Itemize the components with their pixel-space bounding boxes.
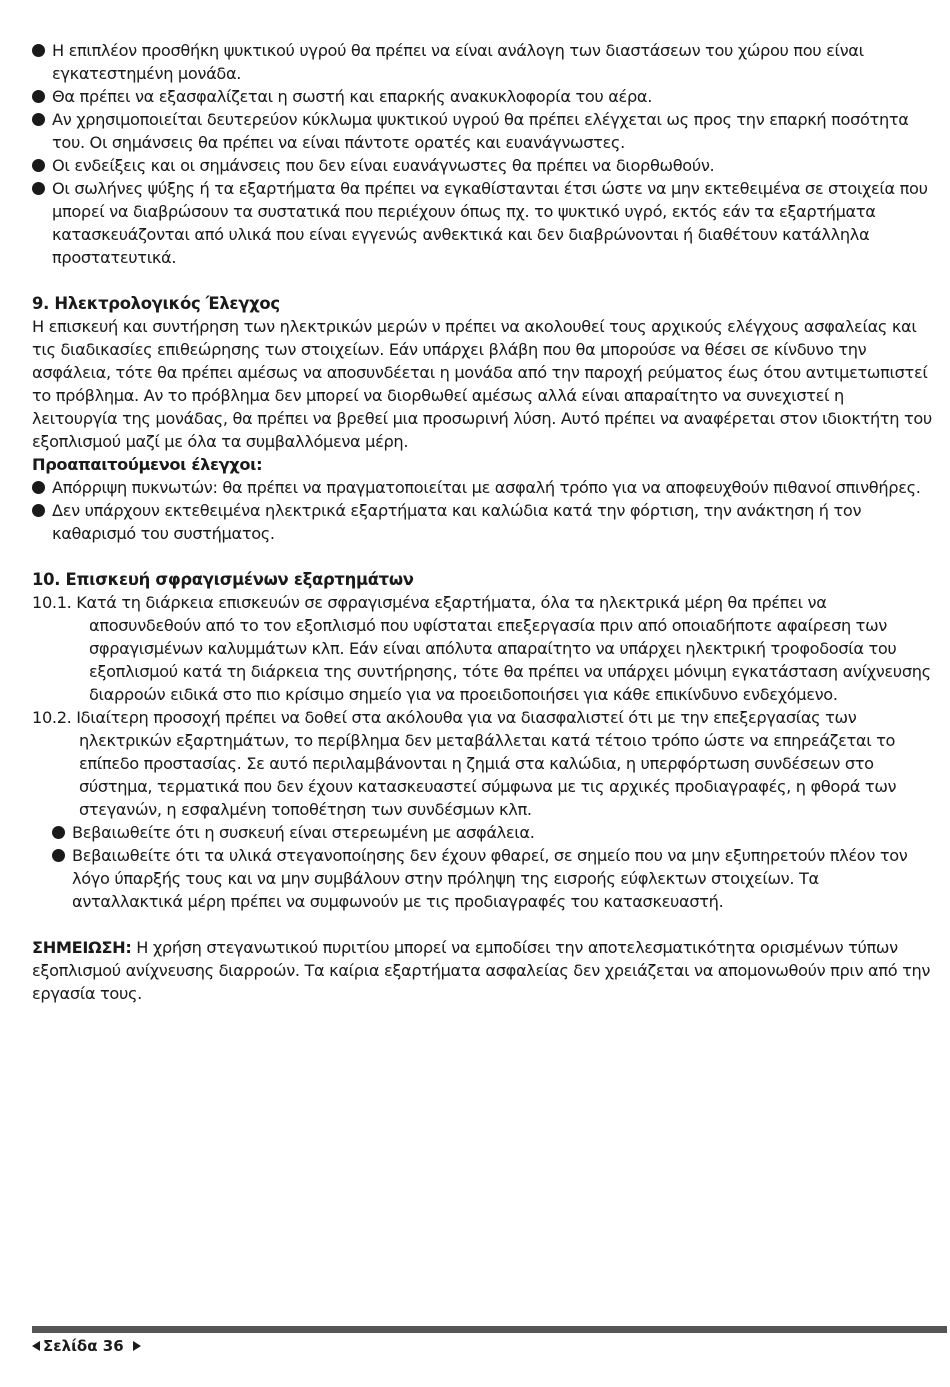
section-10-item-1: 10.1. Κατά τη διάρκεια επισκευών σε σφραγισμένα εξαρτήματα, όλα τα ηλεκτρικά μέρη θα πρέπει να αποσυνδεθούν από το τον εξοπλισμό που υφίσταται επεξεργασία πριν από οποιαδήποτε αφαίρεση των σφραγισμένων καλυμμάτων κλπ. Εάν είναι απόλυτα απαραίτητο να υπάρχει ηλεκτρική τροφοδοσία του εξοπλισμού κατά τη διάρκεια της συντήρησης, τότε θα πρέπει να υπάρχει μόνιμη εγκατάσταση ανίχνευσης διαρροών ειδικά στο πιο κρίσιμο σημείο για να προειδοποιήσει για κάθε επικίνδυνο ενδεχόμενο.	[32, 593, 931, 704]
previous-page-icon[interactable]	[32, 1341, 40, 1351]
page-content	[32, 39, 932, 1005]
note-label: ΣΗΜΕΙΩΣΗ:	[32, 938, 132, 957]
section-10-title: 10. Επισκευή σφραγισμένων εξαρτημάτων	[32, 570, 414, 589]
section-9-title: 9. Ηλεκτρολογικός Έλεγχος	[32, 294, 280, 313]
bullet-icon	[52, 849, 65, 862]
bullet-icon	[32, 90, 45, 103]
list-item: Θα πρέπει να εξασφαλίζεται η σωστή και επαρκής ανακυκλοφορία του αέρα.	[32, 85, 932, 108]
list-item: Βεβαιωθείτε ότι η συσκευή είναι στερεωμένη με ασφάλεια.	[32, 821, 932, 844]
note-text: Η χρήση στεγανωτικού πυριτίου μπορεί να εμποδίσει την αποτελεσματικότητα ορισμένων τύπων εξοπλισμού ανίχνευσης διαρροών. Τα καίρια εξαρτήματα ασφαλείας δεν χρειάζεται να απομονωθούν πριν από την εργασία τους.	[32, 938, 931, 1003]
page-footer	[32, 1337, 141, 1355]
footer-divider	[32, 1326, 947, 1333]
list-item: Οι σωλήνες ψύξης ή τα εξαρτήματα θα πρέπει να εγκαθίστανται έτσι ώστε να μην εκτεθειμένα σε στοιχεία που μπορεί να διαβρώσουν τα συστατικά που περιέχουν όπως πχ. το ψυκτικό υγρό, εκτός εάν τα εξαρτήματα κατασκευάζονται από υλικά που είναι εγγενώς ανθεκτικά και δεν διαβρώνονται ή διαθέτουν κατάλληλα προστατευτικά.	[32, 177, 932, 269]
list-item: Δεν υπάρχουν εκτεθειμένα ηλεκτρικά εξαρτήματα και καλώδια κατά την φόρτιση, την ανάκτηση ή τον καθαρισμό του συστήματος.	[32, 499, 932, 545]
bullet-icon	[52, 826, 65, 839]
list-item: Βεβαιωθείτε ότι τα υλικά στεγανοποίησης δεν έχουν φθαρεί, σε σημείο που να μην εξυπηρετούν πλέον τον λόγο ύπαρξής τους και να μην συμβάλουν στην πρόληψη της εισροής εύφλεκτων στοιχείων. Τα ανταλλακτικά μέρη πρέπει να συμφωνούν με τις προδιαγραφές του κατασκευαστή.	[32, 844, 932, 913]
list-item: Απόρριψη πυκνωτών: θα πρέπει να πραγματοποιείται με ασφαλή τρόπο για να αποφευχθούν πιθανοί σπινθήρες.	[32, 476, 932, 499]
next-page-icon[interactable]	[133, 1341, 141, 1351]
bullet-icon	[32, 44, 45, 57]
bullet-icon	[32, 113, 45, 126]
bullet-icon	[32, 159, 45, 172]
section-10-item-2: 10.2. Ιδιαίτερη προσοχή πρέπει να δοθεί στα ακόλουθα για να διασφαλιστεί ότι με την επεξεργασίας των ηλεκτρικών εξαρτημάτων, το περίβλημα δεν μεταβάλλεται κατά τέτοιο τρόπο ώστε να επηρεάζεται το επίπεδο προστασίας. Σε αυτό περιλαμβάνονται η ζημιά στα καλώδια, η υπερφόρτωση συνδέσεων στο σύστημα, τερματικά που δεν έχουν κατασκευαστεί σύμφωνα με τις αρχικές προδιαγραφές, η φθορά των στεγανών, η εσφαλμένη τοποθέτηση των συνδέσμων κλπ.	[32, 708, 897, 819]
list-item: Οι ενδείξεις και οι σημάνσεις που δεν είναι ευανάγνωστες θα πρέπει να διορθωθούν.	[32, 154, 932, 177]
page-number: Σελίδα 36	[43, 1337, 124, 1355]
section-9-body: Η επισκευή και συντήρηση των ηλεκτρικών μερών ν πρέπει να ακολουθεί τους αρχικούς ελέγχους ασφαλείας και τις διαδικασίες επιθεώρησης των στοιχείων. Εάν υπάρχει βλάβη που θα μπορούσε να θέσει σε κίνδυνο την ασφάλεια, τότε θα πρέπει αμέσως να αποσυνδέεται η μονάδα από την παροχή ρεύματος έως ότου αντιμετωπιστεί το πρόβλημα. Αν το πρόβλημα δεν μπορεί να διορθωθεί αμέσως αλλά είναι απαραίτητο να συνεχιστεί η λειτουργία της μονάδας, θα πρέπει να βρεθεί μια προσωρινή λύση. Αυτό πρέπει να αναφέρεται στον ιδιοκτήτη του εξοπλισμού μαζί με όλα τα συμβαλλόμενα μέρη.	[32, 317, 932, 451]
bullet-icon	[32, 481, 45, 494]
note-paragraph	[32, 936, 932, 1005]
list-item: Αν χρησιμοποιείται δευτερεύον κύκλωμα ψυκτικού υγρού θα πρέπει ελέγχεται ως προς την επαρκή ποσότητα του. Οι σημάνσεις θα πρέπει να είναι πάντοτε ορατές και ευανάγνωστες.	[32, 108, 932, 154]
prereq-title: Προαπαιτούμενοι έλεγχοι:	[32, 455, 263, 474]
bullet-icon	[32, 504, 45, 517]
bullet-icon	[32, 182, 45, 195]
list-item: Η επιπλέον προσθήκη ψυκτικού υγρού θα πρέπει να είναι ανάλογη των διαστάσεων του χώρου που είναι εγκατεστημένη μονάδα.	[32, 39, 932, 85]
